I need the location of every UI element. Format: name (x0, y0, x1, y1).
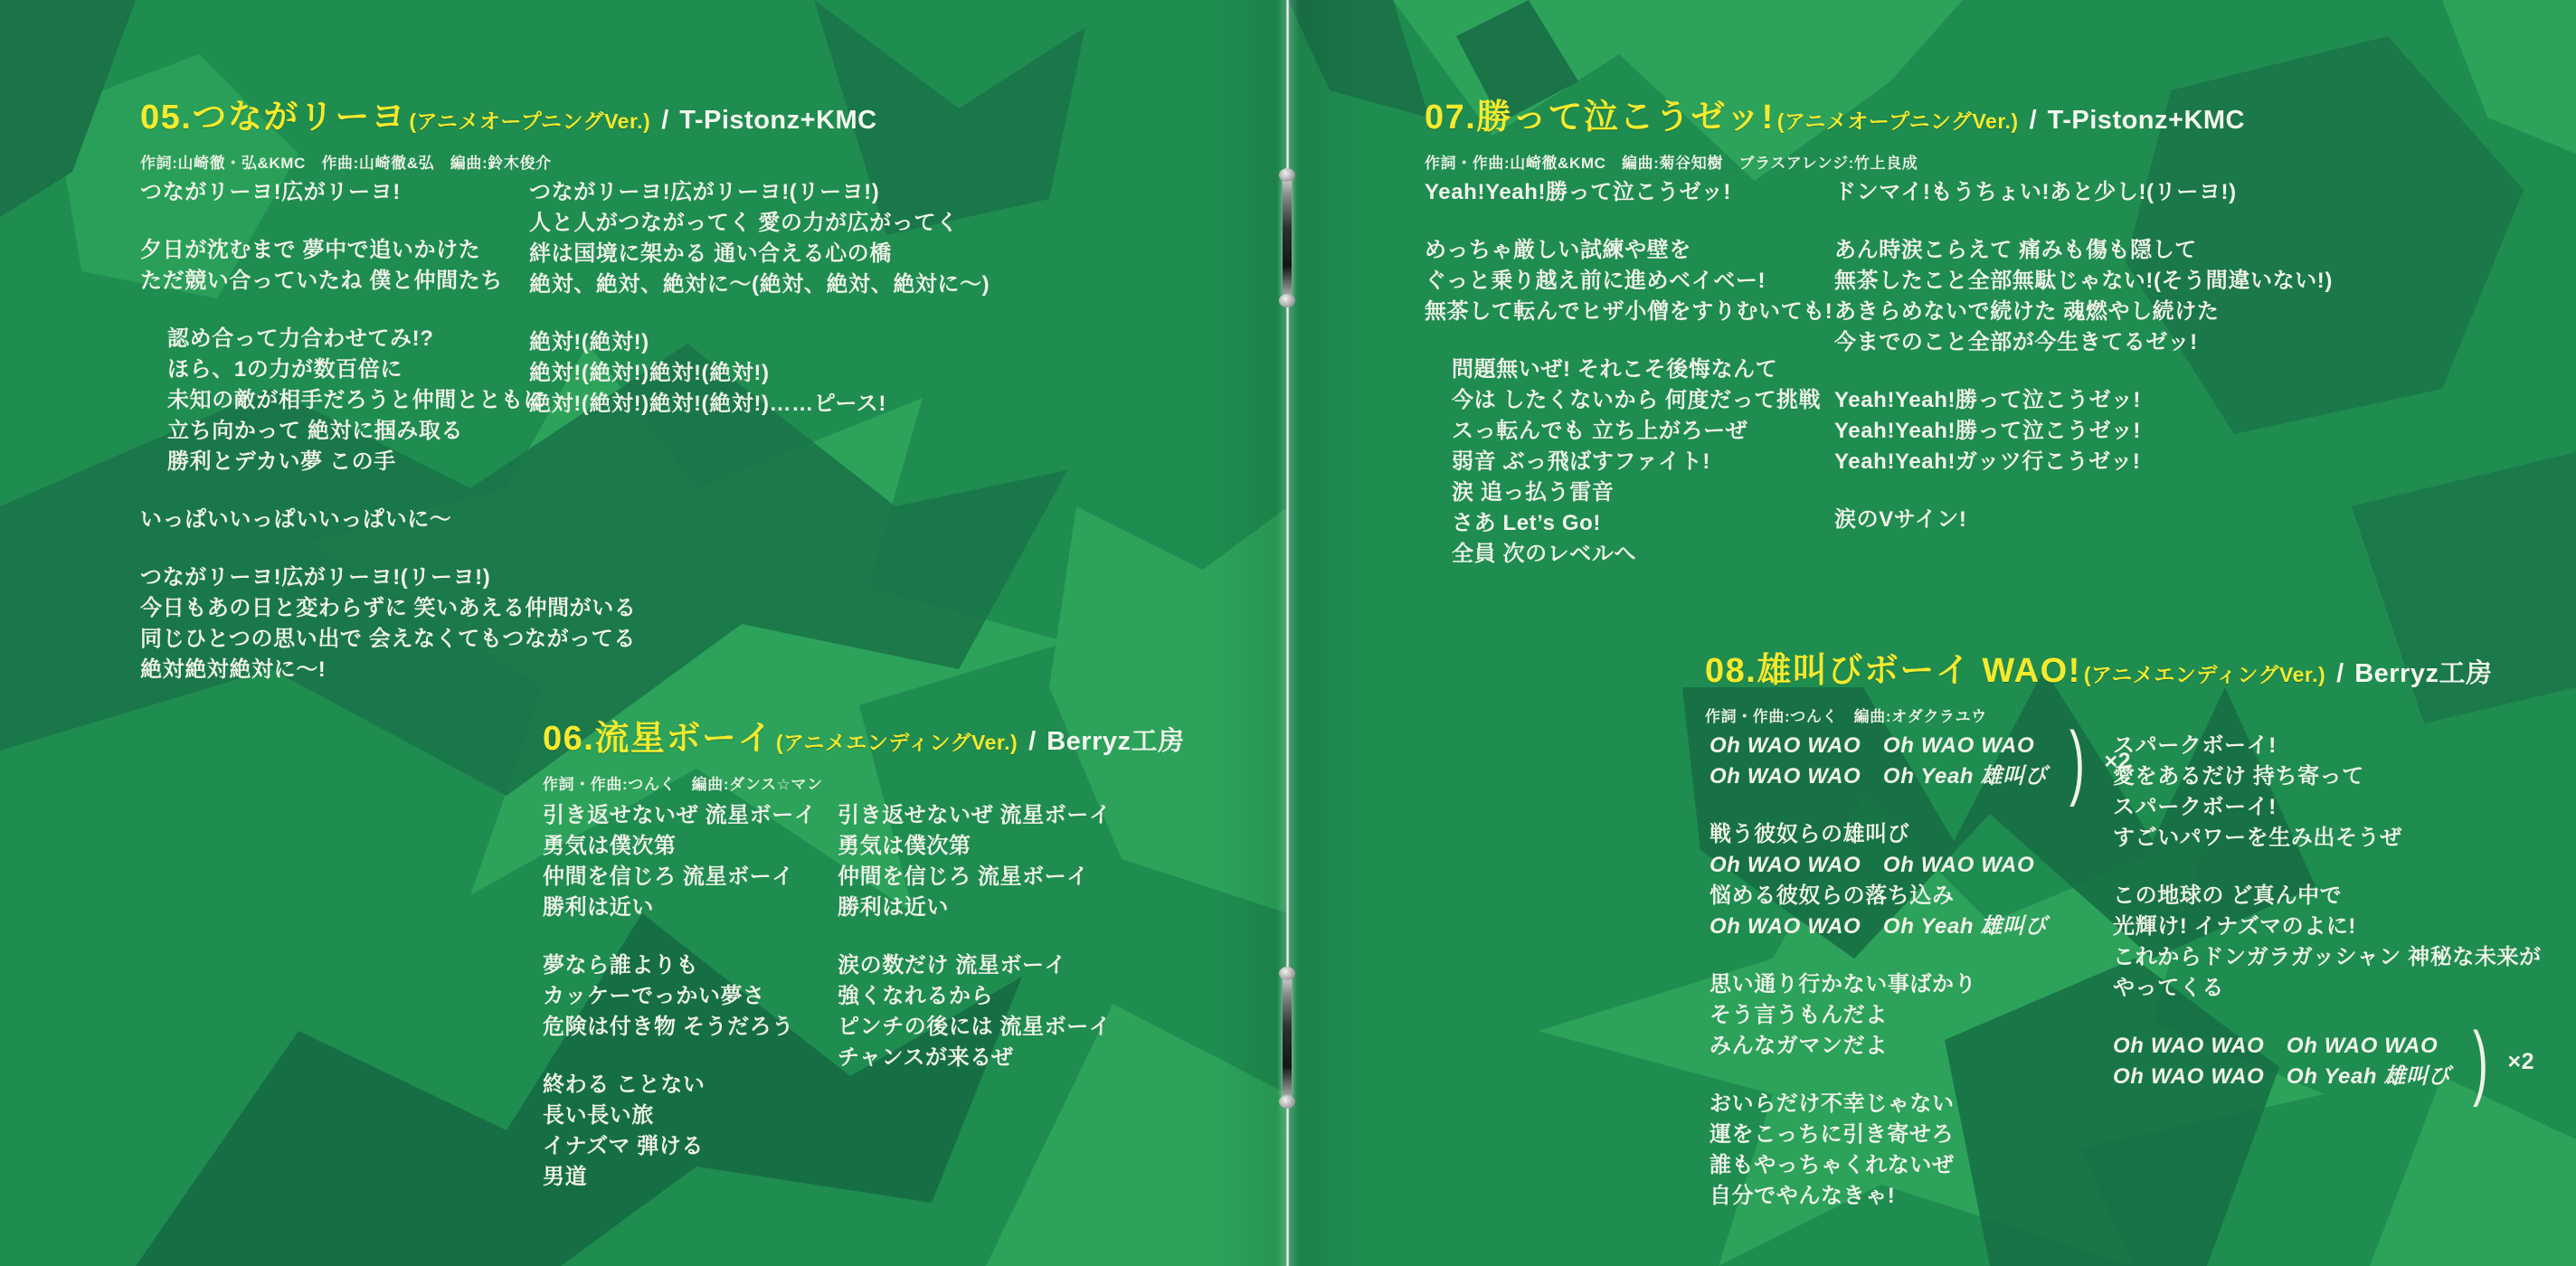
stanza-lines (1425, 177, 1833, 208)
lyric-line: 立ち向かって 絶対に掴み取る (167, 419, 464, 443)
song-number: 07. (1425, 99, 1477, 137)
stanza-lines (838, 800, 1111, 923)
stanza: Oh WAO WAO Oh WAO WAO Oh WAO WAO Oh Yeah 雄叫び ) ×2 (1709, 715, 2132, 808)
staple-bottom (1283, 972, 1292, 1103)
lyric-line: 絆は国境に架かる 通い合える心の橋 (529, 241, 892, 266)
lyric-line: ピンチの後には 流星ボーイ (838, 1015, 1112, 1039)
stanza (1834, 505, 2333, 535)
song-07-lyrics-col-2 (1834, 177, 2333, 562)
song-number: 05. (140, 99, 193, 137)
stanza-lines (1425, 235, 1833, 327)
stanza-lines (543, 950, 816, 1043)
lyric-line: 無茶したこと全部無駄じゃない!(そう間違いない!) (1834, 269, 2333, 293)
stanza (1709, 1089, 2131, 1212)
lyric-line: ほら、1の力が数百倍に (167, 357, 402, 382)
lyric-line: 今日もあの日と変わらずに 笑いあえる仲間がいる (140, 596, 637, 620)
lyric-line: スパークボーイ! (2113, 733, 2277, 758)
stanza-lines (838, 950, 1111, 1073)
stanza (1709, 969, 2131, 1062)
song-version: (アニメエンディングVer.) (2083, 663, 2326, 686)
lyric-line: 悩める彼奴らの落ち込み (1709, 883, 1955, 908)
lyric-line: 仲間を信じろ 流星ボーイ (543, 864, 794, 889)
song-credits: 作詞:山崎徹・弘&KMC 作曲:山崎徹&弘 編曲:鈴木俊介 (140, 155, 552, 172)
stanza (1709, 819, 2131, 942)
lyric-line: 誰もやっちゃくれないぜ (1709, 1153, 1955, 1177)
lyric-line: 今は したくないから 何度だって挑戦 (1452, 388, 1822, 412)
repeat-label: ×2 (2104, 748, 2132, 774)
stanza-lines (2113, 881, 2542, 1004)
song-number: 06. (543, 720, 595, 758)
stanza-lines (1834, 505, 2333, 535)
lyric-line: 弱音 ぶっ飛ばすファイト! (1452, 449, 1710, 474)
song-number: 08. (1705, 652, 1757, 690)
stanza (1425, 177, 1833, 208)
stanza (543, 950, 816, 1043)
lyric-line: やってくる (2113, 976, 2224, 1000)
song-version: (アニメオープニングVer.) (1776, 109, 2019, 133)
lyric-line: 絶対絶対絶対に〜! (140, 657, 327, 682)
stanza (140, 562, 636, 685)
lyric-line: 長い長い旅 (543, 1103, 654, 1128)
lyric-line: スっ転んでも 立ち上がろーぜ (1452, 419, 1748, 443)
lyric-line: 強くなれるから (838, 984, 994, 1008)
lyric-line: 終わる ことない (543, 1072, 706, 1097)
song-07-lyrics-col-1 (1425, 177, 1833, 597)
lyric-line: 運をこっちに引き寄せろ (1709, 1122, 1955, 1147)
stanza-lines (529, 327, 990, 420)
lyric-line: みんなガマンだよ (1709, 1034, 1888, 1058)
song-05-lyrics-col-2 (529, 177, 990, 447)
lyric-line: 仲間を信じろ 流星ボーイ (838, 864, 1089, 889)
lyric-line: スパークボーイ! (2113, 795, 2277, 819)
lyric-line: さあ Let’s Go! (1452, 511, 1601, 535)
song-artist: T-Pistonz+KMC (679, 106, 877, 135)
lyric-line: 認め合って力合わせてみ!? (167, 326, 434, 351)
stanza-lines (1709, 819, 2131, 942)
song-version: (アニメオープニングVer.) (409, 109, 651, 133)
song-credits: 作詞・作曲:つんく 編曲:ダンス☆マン (543, 776, 823, 793)
song-06-lyrics-col-2 (838, 800, 1111, 1101)
stanza-lines (140, 505, 636, 535)
lyric-line: 全員 次のレベルへ (1452, 542, 1637, 566)
lyric-line: 今までのこと全部が今生きてるゼッ! (1834, 330, 2198, 354)
lyric-line: ただ競い合っていたね 僕と仲間たち (140, 269, 503, 293)
lyric-line: この地球の ど真ん中で (2113, 883, 2343, 908)
lyric-line: 問題無いぜ! それこそ後悔なんて (1452, 357, 1778, 382)
lyric-line: 涙の数だけ 流星ボーイ (838, 953, 1067, 978)
lyric-line: 夕日が沈むまで 夢中で追いかけた (140, 238, 481, 262)
title-slash: / (2336, 659, 2344, 688)
song-08-header (1705, 642, 2492, 726)
lyric-line: 勝利は近い (543, 895, 654, 920)
lyric-line: ぐっと乗り越え前に進めベイベー! (1425, 269, 1766, 293)
lyric-line: Yeah!Yeah!勝って泣こうゼッ! (1834, 419, 2141, 443)
lyric-line: 人と人がつながってく 愛の力が広がってく (529, 211, 959, 235)
song-title: 流星ボーイ (594, 720, 773, 758)
stanza (2113, 731, 2542, 854)
song-title: つながリーヨ (192, 99, 407, 137)
song-06-lyrics-col-1 (543, 800, 816, 1220)
stanza: Oh WAO WAO Oh WAO WAO Oh WAO WAO Oh Yeah 雄叫び ) ×2 (2113, 1016, 2535, 1108)
stanza-lines (140, 562, 636, 685)
stanza (543, 1070, 816, 1193)
lyric-line: イナズマ 弾ける (543, 1134, 705, 1158)
stanza-lines (1709, 1089, 2131, 1212)
stanza (838, 800, 1111, 923)
stanza (543, 800, 816, 923)
stanza (1425, 235, 1833, 327)
stanza-lines (2113, 731, 2542, 854)
lyric-line: 引き返せないぜ 流星ボーイ (543, 803, 817, 827)
song-08-title (1705, 642, 2492, 692)
stanza (1834, 235, 2333, 358)
lyric-line: Yeah!Yeah!勝って泣こうゼッ! (1834, 388, 2141, 412)
lyric-line: Oh WAO WAO Oh Yeah 雄叫び (1709, 914, 2048, 939)
lyric-line: 無茶して転んでヒザ小僧をすりむいても! (1425, 299, 1833, 324)
song-06-header (543, 710, 1185, 794)
stanza-lines (1452, 354, 1833, 570)
stanza (529, 177, 990, 300)
stanza-lines (1834, 177, 2333, 208)
lyric-line: Yeah!Yeah!勝って泣こうゼッ! (1425, 180, 1731, 204)
lyric-line: 自分でやんなきゃ! (1709, 1184, 1896, 1208)
lyric-line: 絶対!(絶対!)絶対!(絶対!)……ピース! (529, 392, 886, 416)
song-title: 雄叫びボーイ WAO! (1757, 652, 2081, 690)
stanza-lines (1834, 385, 2333, 477)
lyric-line: これからドンガラガッシャン 神秘な未来が (2113, 945, 2542, 969)
lyric-line: 勝利とデカい夢 この手 (167, 449, 396, 474)
song-artist: Berryz工房 (1046, 727, 1185, 756)
lyric-line: 未知の敵が相手だろうと仲間とともに (167, 388, 546, 412)
lyric-line: おいらだけ不幸じゃない (1709, 1091, 1955, 1116)
lyric-line: 光輝け! イナズマのよに! (2113, 914, 2357, 939)
stanza (2113, 881, 2542, 1004)
stanza-lines (543, 1070, 816, 1193)
lyric-line: つながリーヨ!広がリーヨ! (140, 180, 401, 204)
stanza-lines (1834, 235, 2333, 358)
staple-top (1283, 174, 1292, 302)
lyric-line: 絶対!(絶対!) (529, 330, 649, 354)
lyric-line: 危険は付き物 そうだろう (543, 1015, 794, 1039)
lyric-line: 思い通り行かない事ばかり (1709, 972, 1977, 997)
lyric-line: 涙 追っ払う雷音 (1452, 480, 1615, 505)
stanza (1425, 354, 1833, 570)
title-slash: / (661, 106, 669, 135)
song-version: (アニメエンディングVer.) (775, 731, 1018, 754)
lyric-line: いっぱいいっぱいいっぱいに〜 (140, 507, 452, 532)
lyric-line: 絶対!(絶対!)絶対!(絶対!) (529, 361, 770, 385)
song-credits: 作詞・作曲:つんく 編曲:オダクラユウ (1705, 708, 1987, 725)
lyric-line: つながリーヨ!広がリーヨ!(リーヨ!) (529, 180, 880, 204)
lyric-line: あん時涙こらえて 痛みも傷も隠して (1834, 238, 2197, 262)
stanza (838, 950, 1111, 1073)
lyric-line: チャンスが来るぜ (838, 1045, 1014, 1070)
song-artist: Berryz工房 (2354, 659, 2493, 688)
lyric-line: 引き返せないぜ 流星ボーイ (838, 803, 1112, 827)
lyric-line: Oh WAO WAO Oh Yeah 雄叫び (1709, 764, 2048, 789)
song-05-title (140, 89, 877, 138)
lyric-line: すごいパワーを生み出そうぜ (2113, 826, 2402, 850)
lyric-line: 絶対、絶対、絶対に〜(絶対、絶対、絶対に〜) (529, 272, 990, 297)
song-title: 勝って泣こうゼッ! (1476, 99, 1775, 137)
title-slash: / (1028, 727, 1037, 756)
stanza (529, 327, 990, 420)
stanza-lines (543, 800, 816, 923)
stanza-lines (2113, 1031, 2450, 1092)
stanza-lines (1709, 731, 2047, 792)
stanza (1834, 385, 2333, 477)
lyric-line: Yeah!Yeah!ガッツ行こうゼッ! (1834, 449, 2141, 474)
lyric-line: 愛をあるだけ 持ち寄って (2113, 764, 2364, 789)
lyric-line: ドンマイ!もうちょい!あと少し!(リーヨ!) (1834, 180, 2237, 204)
lyric-line: 同じひとつの思い出で 会えなくてもつながってる (140, 627, 636, 651)
lyric-line: めっちゃ厳しい試練や壁を (1425, 238, 1691, 262)
stanza (1834, 177, 2333, 208)
lyric-line: 戦う彼奴らの雄叫び (1709, 822, 1910, 846)
lyric-line: Oh WAO WAO Oh WAO WAO (1709, 733, 2035, 758)
song-05-header (140, 89, 877, 173)
song-credits: 作詞・作曲:山崎徹&KMC 編曲:菊谷知樹 ブラスアレンジ:竹上良成 (1425, 155, 1918, 172)
repeat-label: ×2 (2507, 1048, 2535, 1074)
song-07-header (1425, 89, 2245, 173)
lyric-line: Oh WAO WAO Oh WAO WAO (1709, 853, 2035, 877)
lyric-line: Oh WAO WAO Oh WAO WAO (2113, 1034, 2439, 1058)
stanza-lines (529, 177, 990, 300)
stanza (140, 505, 636, 535)
lyric-line: 勝利は近い (838, 895, 949, 920)
stanza-lines (1709, 969, 2131, 1062)
lyric-line: 勇気は僕次第 (543, 834, 677, 858)
lyric-line: 涙のVサイン! (1834, 507, 1967, 532)
lyric-line: 勇気は僕次第 (838, 834, 971, 858)
lyric-line: カッケーでっかい夢さ (543, 984, 765, 1008)
song-artist: T-Pistonz+KMC (2047, 106, 2246, 135)
title-slash: / (2029, 106, 2037, 135)
lyric-line: 夢なら誰よりも (543, 953, 699, 978)
song-08-lyrics-col-2 (2113, 731, 2542, 1120)
song-06-title (543, 710, 1185, 760)
lyric-line: そう言うもんだよ (1709, 1003, 1888, 1027)
lyric-line: 男道 (543, 1165, 588, 1189)
lyric-line: あきらめないで続けた 魂燃やし続けた (1834, 299, 2220, 324)
song-07-title (1425, 89, 2245, 138)
lyric-line: つながリーヨ!広がリーヨ!(リーヨ!) (140, 565, 491, 590)
lyric-line: Oh WAO WAO Oh Yeah 雄叫び (2113, 1064, 2451, 1089)
